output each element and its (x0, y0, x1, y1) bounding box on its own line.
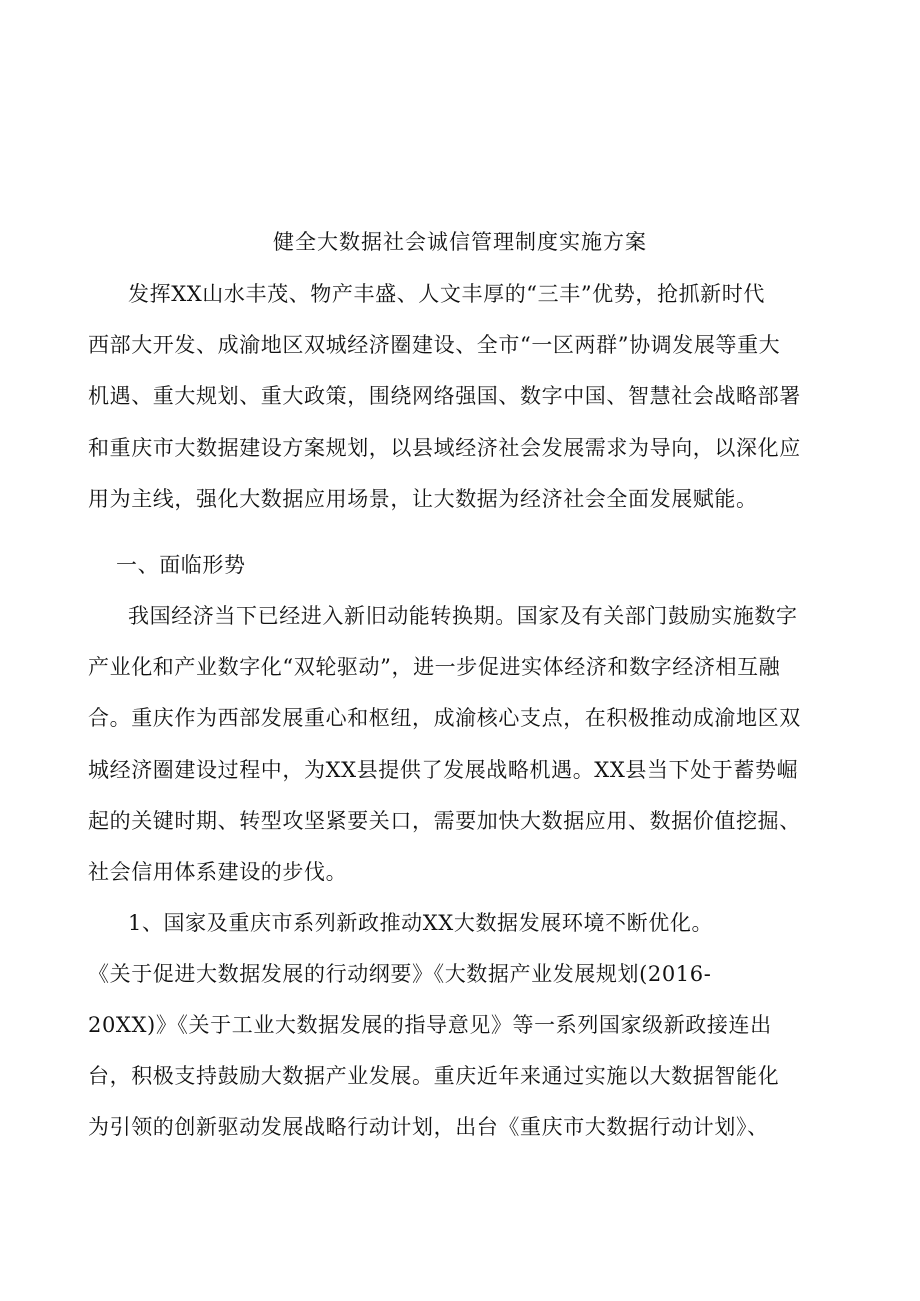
intro-line-3: 机遇、重大规划、重大政策，围绕网络强国、数字中国、智慧社会战略部署 (88, 384, 801, 408)
situation-line-5: 起的关键时期、转型攻坚紧要关口，需要加快大数据应用、数据价值挖掘、 (88, 809, 801, 833)
intro-line-2: 西部大开发、成渝地区双城经济圈建设、全市“一区两群”协调发展等重大 (88, 333, 781, 357)
intro-line-4: 和重庆市大数据建设方案规划，以县域经济社会发展需求为导向，以深化应 (88, 436, 801, 460)
intro-line-1: 发挥XX山水丰茂、物产丰盛、人文丰厚的“三丰”优势，抢抓新时代 (128, 282, 765, 306)
situation-line-4: 城经济圈建设过程中，为XX县提供了发展战略机遇。XX县当下处于蓄势崛 (88, 758, 799, 782)
situation-line-3: 合。重庆作为西部发展重心和枢纽，成渝核心支点，在积极推动成渝地区双 (88, 706, 801, 730)
section-heading-1: 一、面临形势 (116, 553, 246, 577)
situation-line-1: 我国经济当下已经进入新旧动能转换期。国家及有关部门鼓励实施数字 (128, 604, 798, 628)
point-1-line-5: 为引领的创新驱动发展战略行动计划，出台《重庆市大数据行动计划》、 (88, 1115, 769, 1139)
intro-line-5: 用为主线，强化大数据应用场景，让大数据为经济社会全面发展赋能。 (88, 487, 758, 511)
point-1-line-3: 20XX)》《关于工业大数据发展的指导意见》等一系列国家级新政接连出 (88, 1013, 772, 1037)
point-1-line-2: 《关于促进大数据发展的行动纲要》《大数据产业发展规划(2016- (88, 962, 712, 986)
point-1-line-4: 台，积极支持鼓励大数据产业发展。重庆近年来通过实施以大数据智能化 (88, 1064, 780, 1088)
situation-line-2: 产业化和产业数字化“双轮驱动”，进一步促进实体经济和数字经济相互融 (88, 655, 781, 679)
situation-line-6: 社会信用体系建设的步伐。 (88, 860, 348, 884)
point-1-heading: 1、国家及重庆市系列新政推动XX大数据发展环境不断优化。 (128, 911, 714, 935)
document-title: 健全大数据社会诚信管理制度实施方案 (273, 230, 647, 254)
